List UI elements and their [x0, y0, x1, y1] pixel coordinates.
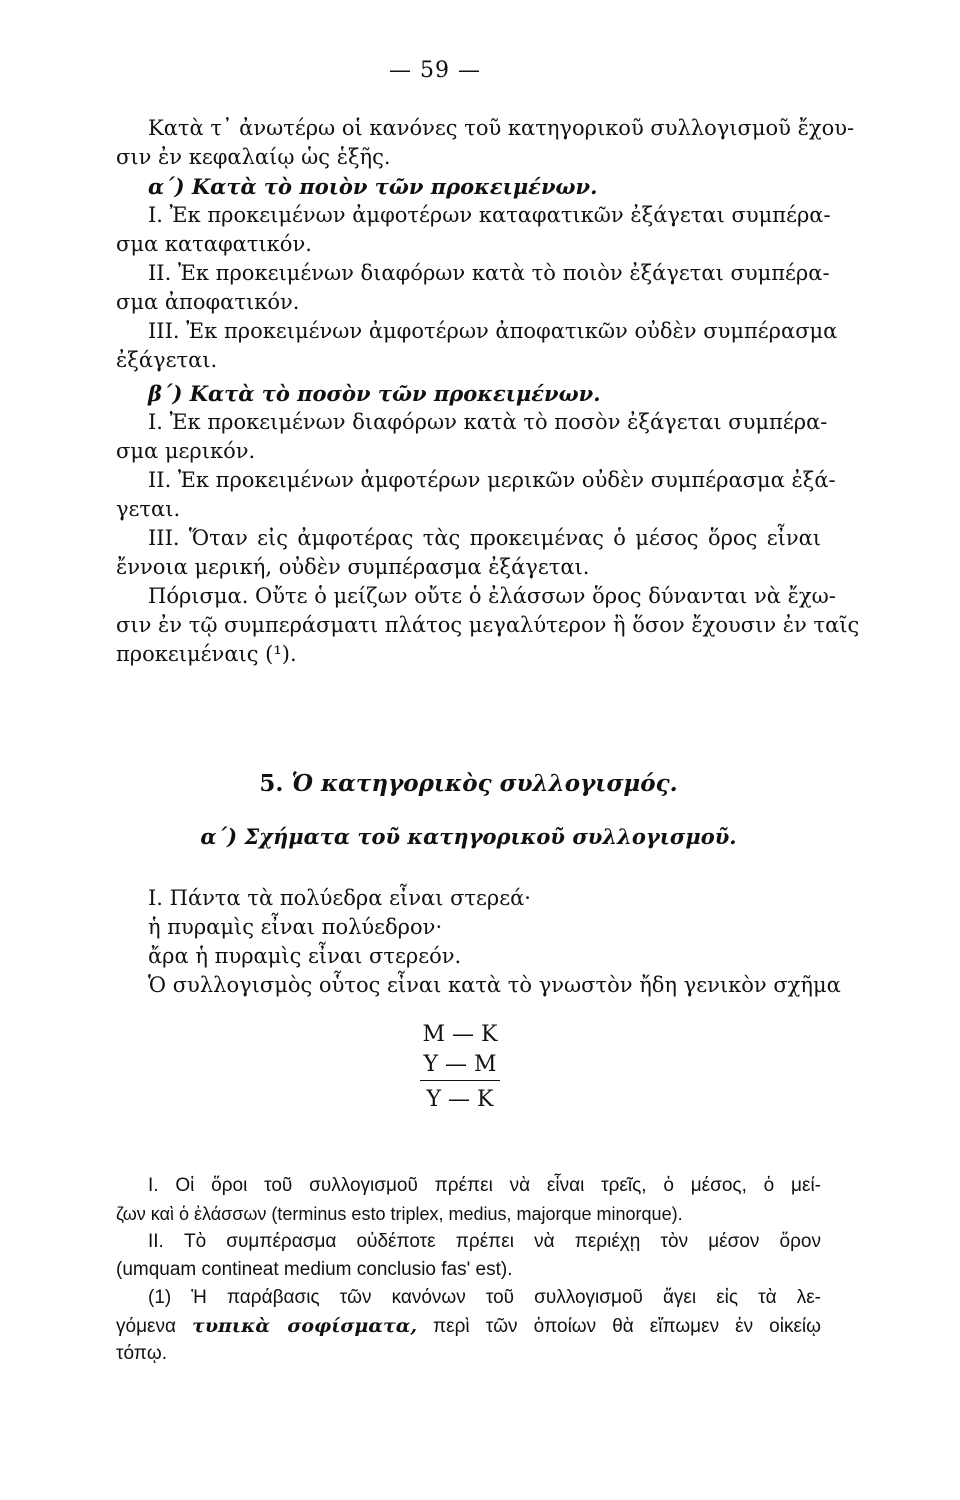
footnote-text: γόμενα [116, 1316, 176, 1337]
syllogism-example [116, 884, 841, 1000]
footnote-emphasis: τυπικὰ σοφίσματα, [192, 1315, 417, 1337]
rule-line: ἔννοια μερική, οὐδὲν συμπέρασμα ἐξάγεται. [116, 555, 590, 579]
rule-line: γεται. [116, 497, 181, 521]
rule-line: III. Ὅταν εἰς ἀμφοτέρας τὰς προκειμένας ὁ μέσος ὅρος εἶναι [148, 526, 821, 550]
premise-line: ἡ πυραμὶς εἶναι πολύεδρον· [148, 915, 443, 939]
section-a-heading: α΄) Κατὰ τὸ ποιὸν τῶν προκειμένων. [148, 174, 598, 199]
main-text [116, 114, 860, 669]
schema-minor-premise: Υ — Μ [423, 1052, 497, 1077]
rule-line: ἐξάγεται. [116, 348, 218, 372]
rule-line: σμα καταφατικόν. [116, 232, 312, 256]
section-5 [116, 768, 821, 852]
footnote-line: (umquam contineat medium conclusio fas' est). [116, 1259, 513, 1280]
schema-divider [420, 1080, 500, 1081]
conclusion-line: ἄρα ἡ πυραμὶς εἶναι στερεόν. [148, 944, 462, 968]
section-5-number: 5. [259, 770, 284, 797]
footnote-text: περὶ τῶν ὁποίων θὰ εἴπωμεν ἐν οἰκείῳ [433, 1316, 821, 1337]
section-b-heading: β΄) Κατὰ τὸ ποσὸν τῶν προκειμένων. [148, 381, 601, 406]
corollary-line: Πόρισμα. Οὔτε ὁ μείζων οὔτε ὁ ἐλάσσων ὅρος δύνανται νὰ ἔχω- [148, 584, 836, 608]
footnote-line: τόπῳ. [116, 1343, 168, 1364]
premise-line: I. Πάντα τὰ πολύεδρα εἶναι στερεά· [148, 886, 531, 910]
footnote-line: I. Οἱ ὅροι τοῦ συλλογισμοῦ πρέπει νὰ εἶναι τρεῖς, ὁ μέσος, ὁ μεί- [148, 1175, 821, 1196]
rule-line: II. Ἐκ προκειμένων διαφόρων κατὰ τὸ ποιὸν ἐξάγεται συμπέρα- [148, 261, 830, 285]
footnote-line: II. Τὸ συμπέρασμα οὐδέποτε πρέπει νὰ περιέχῃ τὸν μέσον ὅρον [148, 1231, 821, 1252]
figure-note-line: Ὁ συλλογισμὸς οὗτος εἶναι κατὰ τὸ γνωστὸν ἤδη γενικὸν σχῆμα [148, 973, 841, 997]
rule-line: σμα μερικόν. [116, 439, 256, 463]
page-number: — 59 — [389, 58, 481, 83]
figure-schema [400, 1020, 520, 1115]
rule-line: I. Ἐκ προκειμένων διαφόρων κατὰ τὸ ποσὸν ἐξάγεται συμπέρα- [148, 410, 828, 434]
section-5-title [116, 768, 821, 800]
corollary-line: σιν ἐν τῷ συμπεράσματι πλάτος μεγαλύτερον ἢ ὅσον ἔχουσιν ἐν ταῖς [116, 613, 860, 637]
rule-line: III. Ἐκ προκειμένων ἀμφοτέρων ἀποφατικῶν οὐδὲν συμπέρασμα [148, 319, 838, 343]
rule-line: I. Ἐκ προκειμένων ἀμφοτέρων καταφατικῶν ἐξάγεται συμπέρα- [148, 203, 831, 227]
section-5-title-text: Ὁ κατηγορικὸς συλλογισμός. [291, 770, 678, 797]
rule-line: II. Ἐκ προκειμένων ἀμφοτέρων μερικῶν οὐδὲν συμπέρασμα ἐξά- [148, 468, 836, 492]
corollary-line: προκειμέναις (¹). [116, 642, 297, 666]
schema-major-premise: Μ — Κ [422, 1022, 498, 1047]
rule-line: σμα ἀποφατικόν. [116, 290, 300, 314]
section-5-subtitle: α΄) Σχήματα τοῦ κατηγορικοῦ συλλογισμοῦ. [200, 824, 737, 849]
footnote-line [116, 1312, 821, 1340]
schema-conclusion: Υ — Κ [426, 1087, 494, 1112]
footnotes [116, 1172, 821, 1368]
footnote-line: (1) Ἡ παράβασις τῶν κανόνων τοῦ συλλογισμοῦ ἄγει εἰς τὰ λε- [148, 1287, 821, 1308]
footnote-line: ζων καὶ ὁ ἐλάσσων (terminus esto triplex, medius, majorque minorque). [116, 1204, 683, 1224]
intro-line: Κατὰ τ᾽ ἀνωτέρω οἱ κανόνες τοῦ κατηγορικοῦ συλλογισμοῦ ἔχου- [148, 116, 855, 140]
intro-line: σιν ἐν κεφαλαίῳ ὡς ἑξῆς. [116, 145, 391, 169]
